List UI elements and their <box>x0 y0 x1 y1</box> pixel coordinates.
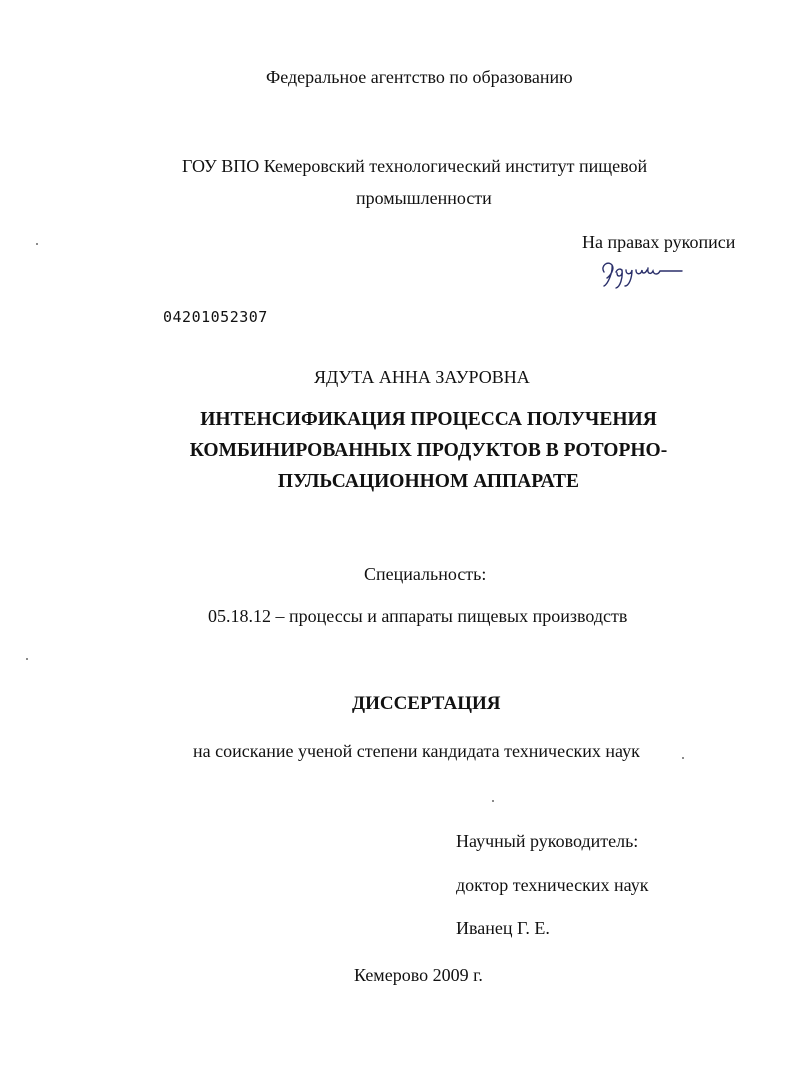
registration-code: 04201052307 <box>163 308 268 326</box>
author-signature <box>598 256 684 290</box>
title-line-2: КОМБИНИРОВАННЫХ ПРОДУКТОВ В РОТОРНО- <box>189 440 668 461</box>
advisor-label: Научный руководитель: <box>456 831 639 851</box>
specialty-value: 05.18.12 – процессы и аппараты пищевых производств <box>208 606 628 626</box>
manuscript-rights-note: На правах рукописи <box>582 232 736 252</box>
scan-speck <box>36 243 38 245</box>
institution-name-line-2: промышленности <box>356 188 492 208</box>
scan-speck <box>682 757 684 759</box>
city-year: Кемерово 2009 г. <box>354 965 483 985</box>
agency-name: Федеральное агентство по образованию <box>266 67 573 87</box>
title-line-3: ПУЛЬСАЦИОННОМ АППАРАТЕ <box>277 471 580 492</box>
scan-speck <box>492 800 494 802</box>
advisor-degree: доктор технических наук <box>456 875 649 895</box>
advisor-name: Иванец Г. Е. <box>456 918 550 938</box>
institution-name-line-1: ГОУ ВПО Кемеровский технологический институт пищевой <box>182 156 648 176</box>
specialty-label: Специальность: <box>364 564 487 584</box>
author-name: ЯДУТА АННА ЗАУРОВНА <box>314 367 530 387</box>
degree-statement: на соискание ученой степени кандидата технических наук <box>193 741 640 761</box>
scan-speck <box>26 658 28 660</box>
title-line-1: ИНТЕНСИФИКАЦИЯ ПРОЦЕССА ПОЛУЧЕНИЯ <box>200 409 657 430</box>
document-type: ДИССЕРТАЦИЯ <box>352 693 501 714</box>
